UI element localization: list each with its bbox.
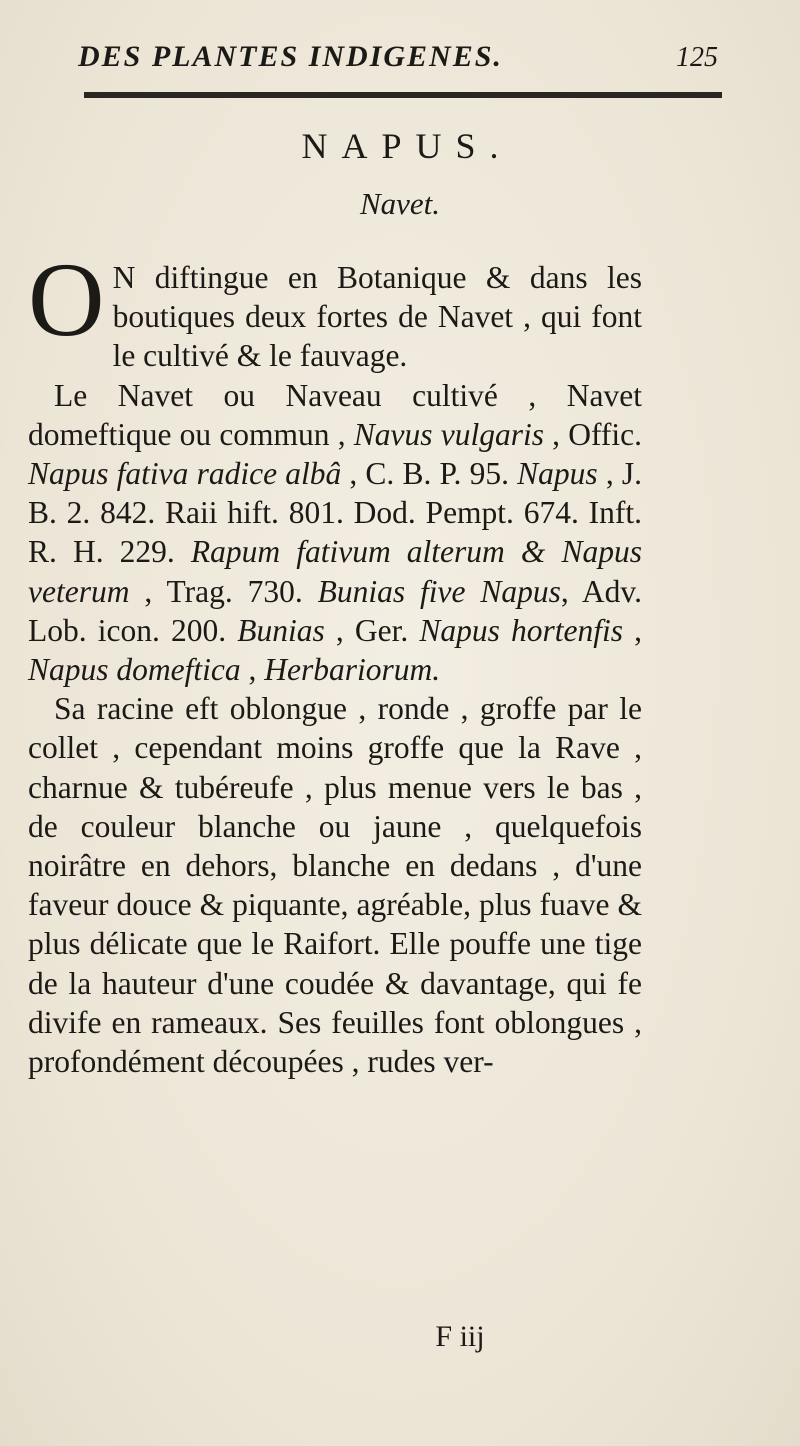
latin-name: Napus hortenfis bbox=[419, 612, 623, 648]
running-title: DES PLANTES INDIGENES. bbox=[78, 40, 503, 73]
latin-name: Bunias bbox=[237, 612, 325, 648]
latin-name: Navus vulgaris bbox=[353, 416, 544, 452]
running-head bbox=[78, 40, 718, 82]
latin-name: Napus fativa radice albâ bbox=[28, 456, 342, 492]
latin-name: Napus domeftica bbox=[28, 652, 241, 688]
latin-name: Bunias five Napus bbox=[317, 573, 561, 609]
page-number: 125 bbox=[676, 42, 718, 73]
text-run: , bbox=[623, 612, 642, 648]
paragraph-1 bbox=[28, 241, 642, 376]
section-title: NAPUS. bbox=[301, 126, 513, 166]
text-run: , Ger. bbox=[324, 612, 420, 648]
text-run: , C. B. P. 95. bbox=[341, 456, 518, 492]
text-run: , Trag. 730. bbox=[129, 573, 318, 609]
text-run: , Offic. bbox=[543, 416, 642, 452]
section-subtitle: Navet. bbox=[359, 186, 441, 221]
paragraph-1-text: N diftingue en Botanique & dans les boutiques deux fortes de Navet , qui font le cultivé & le fauvage. bbox=[112, 260, 642, 374]
text-run: , bbox=[240, 652, 265, 688]
signature-mark: F iij bbox=[435, 1320, 485, 1353]
latin-name: Herbariorum. bbox=[264, 652, 441, 688]
paragraph-2 bbox=[28, 376, 642, 690]
drop-cap: O bbox=[28, 241, 105, 358]
latin-name: Rapum fativum alterum & Napus veterum bbox=[28, 534, 642, 609]
text-run: , J. B. 2. 842. Raii hift. 801. Dod. Pempt. 674. Inft. R. H. 229. bbox=[28, 456, 642, 570]
body-text bbox=[28, 241, 642, 1081]
paragraph-3: Sa racine eft oblongue , ronde , groffe par le collet , cependant moins groffe que la Rave , charnue & tubéreufe , plus menue vers le bas , de couleur blanche ou jaune , quelquefois noirâtre en dehors, blanche en dedans , d'une faveur douce & piquante, agréable, plus fuave & plus délicate que le Raifort. Elle pouffe une tige de la hauteur d'une coudée & davantage, qui fe divife en rameaux. Ses feuilles font oblongues , profondément découpées , rudes ver- bbox=[28, 691, 642, 1080]
text-run: Le Navet ou Naveau cultivé , Navet domeftique ou commun , bbox=[28, 377, 642, 452]
text-run: , Adv. Lob. icon. 200. bbox=[28, 573, 642, 648]
header-rule bbox=[84, 92, 722, 98]
latin-name: Napus bbox=[517, 456, 598, 492]
